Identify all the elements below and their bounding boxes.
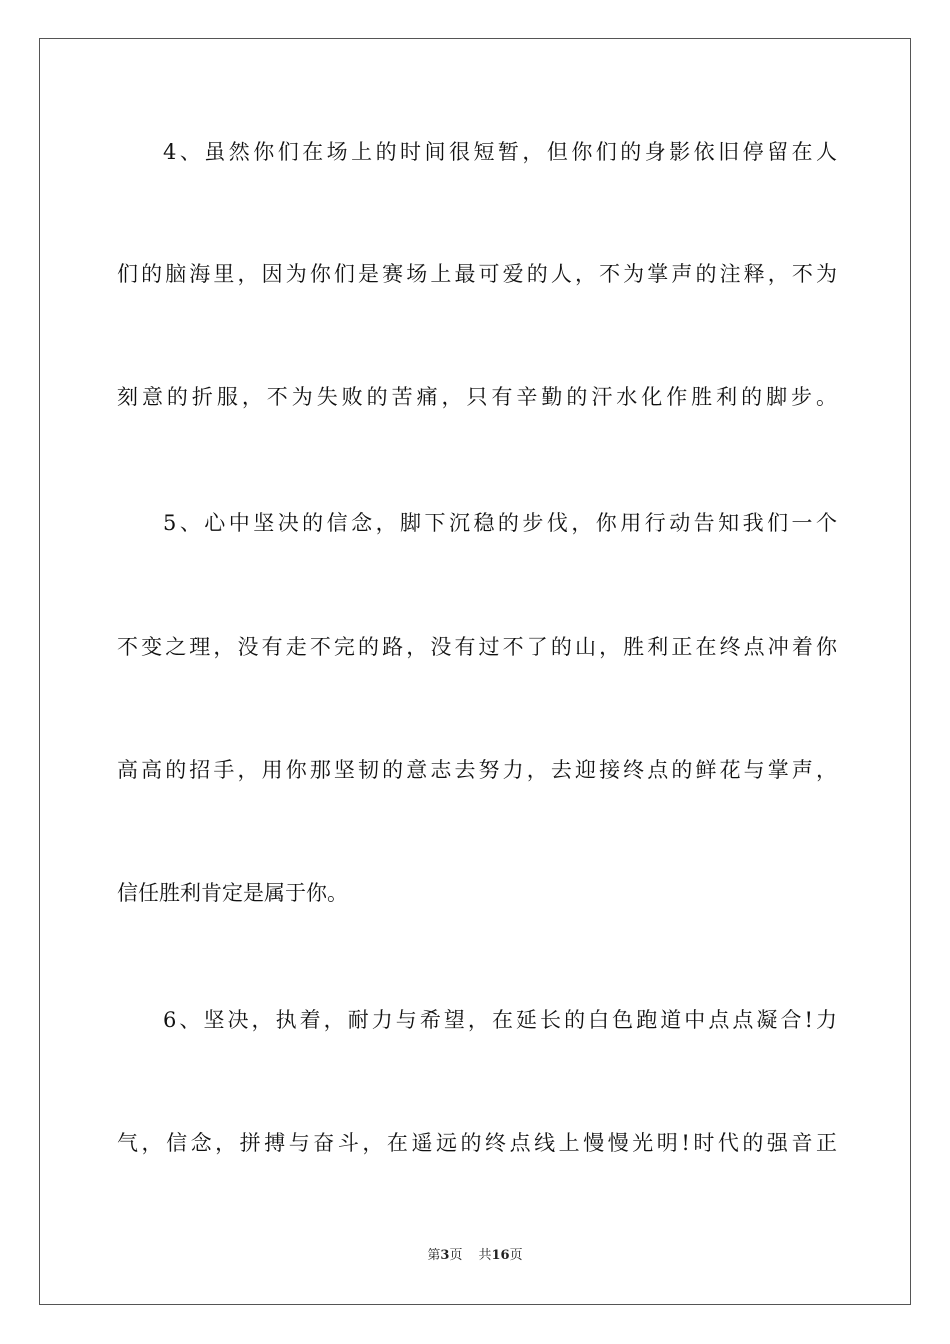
paragraph-4-line-2: 们的脑海里，因为你们是赛场上最可爱的人，不为掌声的注释，不为 (117, 262, 837, 286)
page-footer (0, 1247, 950, 1265)
paragraph-6-line-1: 6、坚决，执着，耐力与希望，在延长的白色跑道中点点凝合!力 (163, 1008, 837, 1032)
paragraph-5-line-1: 5、心中坚决的信念，脚下沉稳的步伐，你用行动告知我们一个 (163, 511, 837, 535)
paragraph-5-line-2: 不变之理，没有走不完的路，没有过不了的山，胜利正在终点冲着你 (117, 635, 837, 659)
total-suffix: 页 (509, 1248, 523, 1263)
paragraph-4-line-3: 刻意的折服，不为失败的苦痛，只有辛勤的汗水化作胜利的脚步。 (117, 385, 837, 409)
paragraph-5-line-4: 信任胜利肯定是属于你。 (117, 881, 348, 905)
paragraph-5-line-3: 高高的招手，用你那坚韧的意志去努力，去迎接终点的鲜花与掌声， (117, 758, 837, 782)
page-current: 3 (440, 1248, 450, 1263)
paragraph-4-line-1: 4、虽然你们在场上的时间很短暂，但你们的身影依旧停留在人 (163, 140, 837, 164)
page-suffix: 页 (449, 1248, 463, 1263)
page-frame (39, 38, 911, 1305)
total-prefix: 共 (478, 1248, 492, 1263)
page-prefix: 第 (427, 1248, 441, 1263)
page-total: 16 (491, 1248, 510, 1263)
paragraph-6-line-2: 气，信念，拼搏与奋斗，在遥远的终点线上慢慢光明!时代的强音正 (117, 1131, 837, 1155)
